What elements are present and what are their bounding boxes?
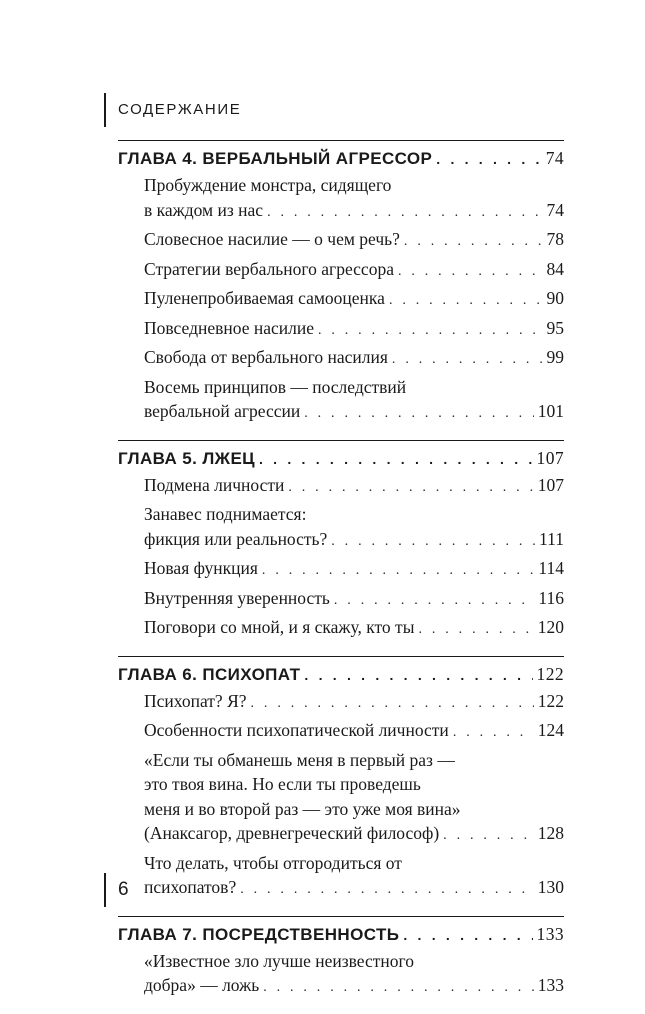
- chapter-4: [118, 140, 564, 427]
- dot-leader: [436, 146, 541, 173]
- entry-title: Внутренняя уверенность: [144, 587, 330, 608]
- dot-leader: [262, 559, 534, 584]
- chapter-heading[interactable]: [118, 445, 564, 473]
- entry-title-line: Занавес поднимается:: [144, 504, 307, 524]
- entry-title: в каждом из нас: [144, 199, 264, 220]
- entry-title: Словесное насилие — о чем речь?: [144, 229, 400, 249]
- entry-title: психопатов?: [144, 877, 237, 897]
- running-header: [104, 93, 241, 127]
- chapter-title: ГЛАВА 5. ЛЖЕЦ: [118, 448, 255, 468]
- entry-page-number: 99: [546, 347, 564, 367]
- entry-title: (Анаксагор, древнегреческий философ): [144, 823, 440, 843]
- dot-leader: [418, 618, 533, 643]
- dot-leader: [288, 476, 533, 501]
- entry-title: Стратегии вербального агрессора: [144, 258, 394, 279]
- chapter-page-number: 107: [536, 447, 564, 468]
- dot-leader: [251, 692, 534, 717]
- toc-entry[interactable]: [144, 718, 564, 746]
- dot-leader: [403, 922, 532, 949]
- entry-title-line: «Известное зло лучше неизвестного: [144, 950, 415, 971]
- entry-title: Пуленепробиваемая самооценка: [144, 288, 385, 308]
- chapter-page-number: 122: [536, 663, 564, 684]
- chapter-page-number: 74: [545, 148, 564, 168]
- toc-entry[interactable]: [144, 173, 564, 225]
- dot-leader: [318, 319, 543, 344]
- toc-entry[interactable]: [144, 586, 564, 614]
- entry-title: Особенности психопатической личности: [144, 720, 449, 740]
- entry-page-number: 120: [537, 617, 564, 637]
- entry-title: Психопат? Я?: [144, 690, 247, 711]
- entry-title-line: Восемь принципов — последствий: [144, 376, 407, 397]
- entry-page-number: 78: [546, 229, 564, 249]
- chapter-5: [118, 440, 564, 643]
- entry-page-number: 95: [546, 317, 564, 338]
- chapter-heading[interactable]: [118, 145, 564, 173]
- toc-entry[interactable]: [144, 949, 564, 1001]
- chapter-6: [118, 656, 564, 903]
- page-number: 6: [118, 879, 129, 900]
- dot-leader: [259, 446, 533, 473]
- dot-leader: [304, 402, 534, 427]
- chapter-title: ГЛАВА 6. ПСИХОПАТ: [118, 664, 301, 684]
- entry-title: Новая функция: [144, 558, 258, 578]
- toc-entry[interactable]: [144, 316, 564, 344]
- toc-entry[interactable]: [144, 748, 564, 849]
- dot-leader: [389, 289, 543, 314]
- toc-entry[interactable]: [144, 502, 564, 554]
- toc-entry[interactable]: [144, 556, 564, 584]
- entry-page-number: 107: [537, 474, 564, 495]
- toc-entry[interactable]: [144, 345, 564, 373]
- entry-page-number: 114: [538, 558, 564, 578]
- entry-page-number: 122: [537, 690, 564, 711]
- entry-page-number: 130: [537, 877, 564, 897]
- toc-entry[interactable]: [144, 851, 564, 903]
- entry-title-line: Что делать, чтобы отгородиться от: [144, 852, 402, 873]
- toc-entry[interactable]: [144, 375, 564, 427]
- entry-page-number: 74: [546, 199, 564, 220]
- chapter-heading[interactable]: [118, 921, 564, 949]
- entry-page-number: 111: [539, 528, 564, 549]
- dot-leader: [334, 589, 535, 614]
- dot-leader: [398, 260, 543, 285]
- toc-entry[interactable]: [144, 689, 564, 717]
- entry-title: вербальной агрессии: [144, 401, 301, 421]
- dot-leader: [404, 230, 543, 255]
- entry-page-number: 84: [546, 258, 564, 279]
- table-of-contents: [118, 140, 564, 1014]
- entry-page-number: 116: [538, 587, 564, 608]
- chapter-title: ГЛАВА 4. ВЕРБАЛЬНЫЙ АГРЕССОР: [118, 149, 433, 168]
- entry-title: фикция или реальность?: [144, 528, 328, 549]
- toc-entry[interactable]: [144, 257, 564, 285]
- entry-title: добра» — ложь: [144, 975, 260, 995]
- dot-leader: [240, 878, 534, 903]
- entry-title: Повседневное насилие: [144, 317, 314, 338]
- entry-title-line: меня и во второй раз — это уже моя вина»: [144, 798, 461, 819]
- entry-page-number: 101: [537, 401, 564, 421]
- dot-leader: [453, 721, 534, 746]
- entry-title-line: Пробуждение монстра, сидящего: [144, 175, 392, 195]
- toc-entry[interactable]: [144, 227, 564, 255]
- entry-title-line: это твоя вина. Но если ты проведешь: [144, 774, 421, 794]
- chapter-heading[interactable]: [118, 661, 564, 689]
- entry-title-line: «Если ты обманешь меня в первый раз —: [144, 749, 455, 770]
- dot-leader: [267, 201, 542, 226]
- entry-title: Свобода от вербального насилия: [144, 347, 388, 367]
- entry-title: Поговори со мной, и я скажу, кто ты: [144, 617, 415, 637]
- toc-entry[interactable]: [144, 615, 564, 643]
- entry-page-number: 128: [537, 823, 564, 843]
- running-footer: [104, 873, 129, 907]
- section-title: СОДЕРЖАНИЕ: [118, 101, 242, 118]
- chapter-7: [118, 916, 564, 1001]
- dot-leader: [263, 976, 534, 1001]
- entry-page-number: 124: [537, 720, 564, 740]
- dot-leader: [304, 662, 532, 689]
- chapter-title: ГЛАВА 7. ПОСРЕДСТВЕННОСТЬ: [118, 924, 400, 944]
- toc-entry[interactable]: [144, 286, 564, 314]
- dot-leader: [392, 348, 543, 373]
- dot-leader: [443, 824, 534, 849]
- chapter-page-number: 133: [536, 923, 564, 944]
- entry-page-number: 133: [537, 975, 564, 995]
- dot-leader: [331, 530, 535, 555]
- entry-page-number: 90: [546, 288, 564, 308]
- toc-entry[interactable]: [144, 473, 564, 501]
- entry-title: Подмена личности: [144, 474, 285, 495]
